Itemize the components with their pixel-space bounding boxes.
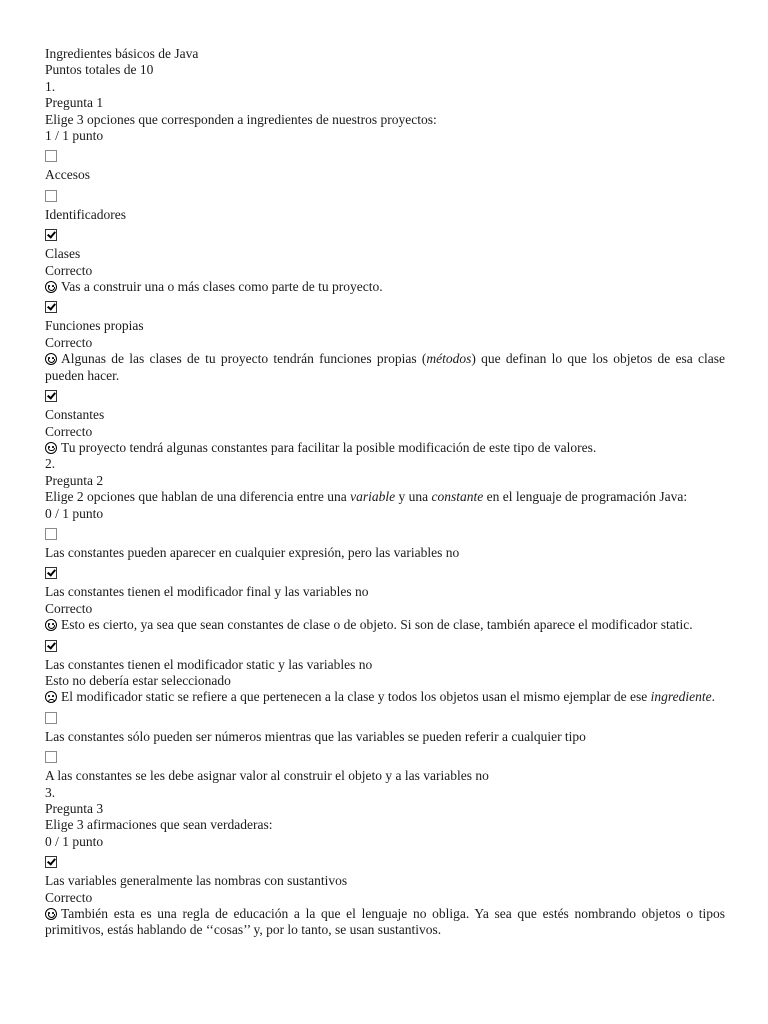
feedback-line	[45, 279, 725, 295]
quiz-title: Ingredientes básicos de Java	[45, 46, 199, 61]
feedback-status: Correcto	[45, 889, 93, 905]
option-label: A las constantes se les debe asignar valor al construir el objeto y a las variables no	[45, 768, 489, 784]
question-heading: Pregunta 1	[45, 95, 104, 111]
feedback-text: Tu proyecto tendrá algunas constantes para facilitar la posible modificación de este tipo de valores.	[61, 439, 597, 455]
smiley-icon	[45, 442, 57, 454]
feedback-status: Correcto	[45, 334, 93, 350]
smiley-icon	[45, 281, 57, 293]
option-label: Las variables generalmente las nombras con sustantivos	[45, 873, 348, 889]
feedback-emphasis: métodos	[426, 351, 472, 367]
question-prompt	[45, 489, 725, 505]
option-label: Las constantes tienen el modificador static y las variables no	[45, 656, 373, 672]
option-checkbox-checked[interactable]	[45, 567, 57, 579]
smiley-icon	[45, 908, 57, 920]
prompt-emphasis: constante	[431, 489, 484, 505]
feedback-text: Esto es cierto, ya sea que sean constantes de clase o de objeto. Si son de clase, también aparece el modificador static.	[61, 617, 693, 633]
question-number: 2.	[45, 456, 56, 472]
question-number: 1.	[45, 78, 56, 94]
question-heading: Pregunta 3	[45, 801, 104, 816]
feedback-text: .	[711, 689, 716, 705]
option-label: Identificadores	[45, 206, 126, 222]
option-checkbox[interactable]	[45, 712, 57, 724]
option-label: Las constantes pueden aparecer en cualquier expresión, pero las variables no	[45, 544, 460, 560]
feedback-status: Esto no debería estar seleccionado	[45, 672, 231, 688]
question-prompt: Elige 3 afirmaciones que sean verdaderas:	[45, 817, 273, 833]
prompt-text: en el lenguaje de programación Java:	[483, 489, 688, 505]
question-score: 0 / 1 punto	[45, 833, 104, 849]
question-score: 1 / 1 punto	[45, 128, 104, 144]
quiz-results	[45, 46, 725, 939]
prompt-emphasis: variable	[350, 489, 396, 505]
total-points: Puntos totales de 10	[45, 62, 154, 78]
feedback-status: Correcto	[45, 600, 93, 616]
feedback-line	[45, 689, 725, 705]
prompt-text: Elige 2 opciones que hablan de una diferencia entre una	[45, 489, 351, 505]
option-checkbox-checked[interactable]	[45, 640, 57, 652]
option-label: Clases	[45, 246, 81, 262]
prompt-text: y una	[395, 489, 432, 505]
question-prompt: Elige 3 opciones que corresponden a ingredientes de nuestros proyectos:	[45, 111, 437, 127]
question-number: 3.	[45, 784, 56, 800]
option-checkbox-checked[interactable]	[45, 229, 57, 241]
feedback-status: Correcto	[45, 423, 93, 439]
option-checkbox-checked[interactable]	[45, 390, 57, 402]
smiley-icon	[45, 353, 57, 365]
option-checkbox-checked[interactable]	[45, 301, 57, 313]
smiley-icon	[45, 619, 57, 631]
feedback-text: También esta es una regla de educación a la que el lenguaje no obliga. Ya sea que estés nombrando objetos o tipos primitivos, estás hablando de ‘‘cosas’’ y, por lo tanto, se usan sustantivos.	[45, 906, 725, 938]
option-checkbox[interactable]	[45, 528, 57, 540]
option-label: Las constantes sólo pueden ser números mientras que las variables se pueden referir a cualquier tipo	[45, 728, 586, 744]
question-score: 0 / 1 punto	[45, 505, 104, 521]
option-checkbox-checked[interactable]	[45, 856, 57, 868]
option-label: Accesos	[45, 167, 90, 183]
feedback-line	[45, 440, 725, 456]
option-checkbox[interactable]	[45, 150, 57, 162]
feedback-line	[45, 351, 725, 384]
feedback-text: Vas a construir una o más clases como parte de tu proyecto.	[61, 279, 383, 295]
frown-icon	[45, 691, 57, 703]
feedback-text: El modificador static se refiere a que pertenecen a la clase y todos los objetos usan el mismo ejemplar de ese	[61, 689, 651, 705]
feedback-line	[45, 906, 725, 939]
option-checkbox[interactable]	[45, 751, 57, 763]
feedback-text: Algunas de las clases de tu proyecto tendrán funciones propias (	[61, 351, 427, 367]
option-label: Constantes	[45, 407, 105, 423]
feedback-line	[45, 617, 725, 633]
feedback-emphasis: ingrediente	[650, 689, 712, 705]
option-label: Las constantes tienen el modificador final y las variables no	[45, 584, 369, 600]
feedback-status: Correcto	[45, 262, 93, 278]
question-heading: Pregunta 2	[45, 472, 104, 488]
option-label: Funciones propias	[45, 318, 144, 334]
feedback-text: ) que definan lo que los objetos de esa clase pueden hacer.	[45, 351, 725, 383]
option-checkbox[interactable]	[45, 190, 57, 202]
